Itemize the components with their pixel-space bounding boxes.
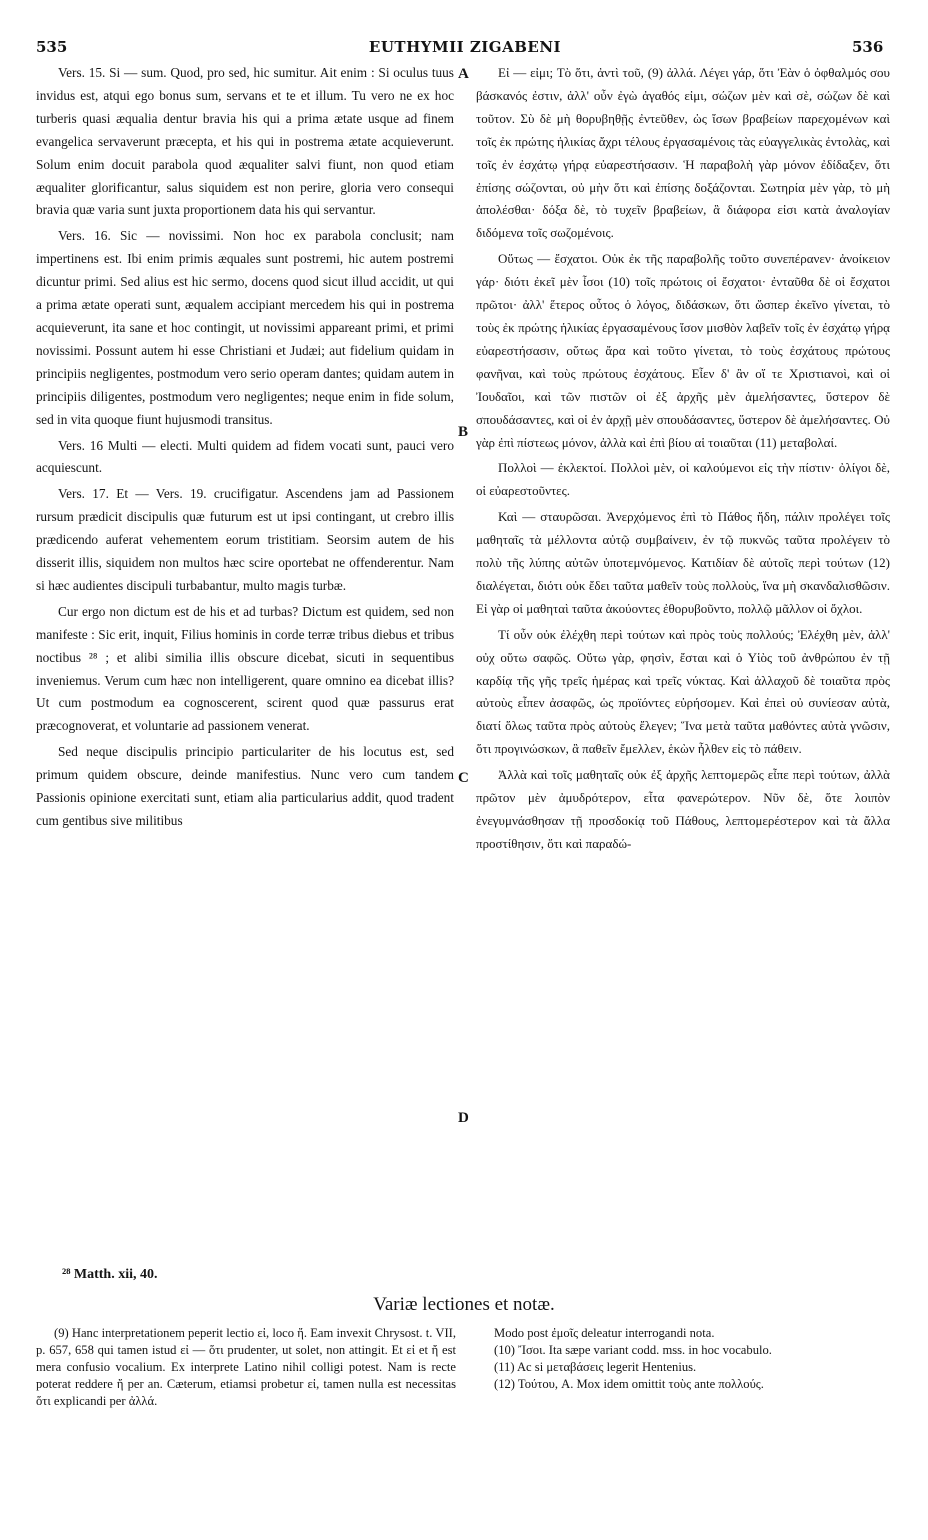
- margin-marker-d: D: [458, 1110, 469, 1126]
- margin-marker-a: A: [458, 66, 469, 82]
- note-paragraph: (9) Hanc interpretationem peperit lectio εἰ, loco ἤ. Eam invexit Chrysost. t. VII, p. 657, 658 qui tamen istud εἰ — ὅτι prudenter, ut solet, non attingit. Et εἰ et ἤ est mera confusio vocalium. Ex interprete Latino nihil colligi potest. Nam is recte poterat reddere ἤ per an. Cæterum, etiamsi probetur εἰ, tamen nulla est necessitas ὅτι explicandi per ἀλλά.: [36, 1326, 456, 1408]
- margin-marker-c: C: [458, 770, 469, 786]
- page-number-left: 535: [36, 38, 68, 56]
- latin-paragraph: Vers. 17. Et — Vers. 19. crucifigatur. Ascendens jam ad Passionem rursum prædicit discipulis quæ futurum est ut ipsi contingant, ut crebro illis prædicendo auferat vehementem eorum tristitiam. Seorsim autem de his disserit illis, siquidem non multos hæc scire oportebat ne offenderentur. Nam si hæc audientes discipuli turbabantur, multo magis turbæ.: [36, 486, 454, 593]
- margin-marker-b: B: [458, 424, 469, 440]
- greek-paragraph: Οὕτως — ἔσχατοι. Οὐκ ἐκ τῆς παραβολῆς τοῦτο συνεπέρανεν· ἀνοίκειον γάρ· διότι ἐκεῖ μὲν ἶσοι (10) τοῖς πρώτοις οἱ ἔσχατοι· ἐνταῦθα δὲ οἱ ἔσχατοι πρῶτοι· ἀλλ' ἕτερος οὗτος ὁ λόγος, διδάσκων, ὅτι ὥσπερ ἐκεῖνο γίνεται, τὸ τοὺς ἐκ πρώτης ἡλικίας ἐργασαμένους ἴσον μισθὸν λαβεῖν τοῖς ἐν ἐσχάτῳ γήρᾳ εὐαρεστήσασιν, οὕτως ἄρα καὶ τοῦτο γίνεται, τὸ τοὺς ἐσχάτους πρώτους φανῆναι, καὶ τοὺς πρώτους ἐσχάτους. Εἶεν δ' ἂν οἵ τε Χριστιανοὶ, καὶ οἱ Ἰουδαῖοι, καὶ τῶν πιστῶν οἱ ἐξ ἀρχῆς μὲν ἀμελήσαντες, ὕστερον δὲ σπουδάσαντες, καὶ οἱ ἐν ἀρχῇ μὲν σπουδάσαντες, ὕστερον δὲ ἀμελήσαντες. Οὐ γὰρ ἐπὶ πίστεως μόνον, ἀλλὰ καὶ ἐπὶ βίου αἱ τοιαῦται (11) μεταβολαί.: [476, 251, 890, 450]
- note-paragraph: (11) Ac si μεταβάσεις legerit Hentenius.: [494, 1360, 697, 1374]
- varia-title: Variæ lectiones et notæ.: [373, 1294, 555, 1315]
- running-title: EUTHYMII ZIGABENI: [368, 38, 562, 56]
- page-number-right: 536: [852, 38, 884, 56]
- latin-paragraph: Cur ergo non dictum est de his et ad turbas? Dictum est quidem, sed non manifeste : Sic erit, inquit, Filius hominis in corde terræ tribus diebus et tribus noctibus ²⁸ ; et alibi similia illis obscure dicebat, sicuti in sequentibus inveniemus. Verum cum hæc non intelligerent, quare omnino ea dicebat illis? Ut cum postmodum ea cognoscerent, scirent quod quæ passurus erat præcognoverat, et voluntarie ad passionem venerat.: [36, 603, 454, 734]
- greek-column: [476, 62, 890, 856]
- note-paragraph: (12) Τούτου, A. Mox idem omittit τοὺς ante πολλούς.: [494, 1377, 764, 1391]
- latin-paragraph: Vers. 16 Multi — electi. Multi quidem ad fidem vocati sunt, pauci vero acquiescunt.: [36, 437, 454, 476]
- latin-paragraph: Vers. 16. Sic — novissimi. Non hoc ex parabola conclusit; nam impertinens est. Ibi enim primis æquales sunt postremi, hic autem postremi dicuntur primi. Sed alius est hic sermo, docens quod sicut illud accidit, ut qui a prima ætate operati sunt, æqualem accipiant mercedem his qui in postrema acquieverunt, ita sane et hoc contingit, ut novissimi appareant primi, et primi novissimi. Possunt autem hi esse Christiani et Judæi; aut fidelium quidam in principiis negligentes, postmodum vero serio operam dantes; quidam autem in principiis diligentes, postmodum vero negligentes; neque enim in fide solum, sed in vita quoque fiunt hujusmodi transitus.: [36, 228, 454, 427]
- greek-paragraph: Καὶ — σταυρῶσαι. Ἀνερχόμενος ἐπὶ τὸ Πάθος ἤδη, πάλιν προλέγει τοῖς μαθηταῖς τὰ μέλλοντα αὐτῷ συμβαίνειν, ἐν τῷ πυκνῶς ταῦτα προλέγειν τὸ πολὺ τῆς λύπης αὐτῶν ὑποτεμνόμενος. Κατιδίαν δὲ αὐτοῖς περὶ τούτων (12) διαλέγεται, διότι οὐκ ἔδει ταῦτα μαθεῖν τοὺς πολλοὺς, ἵνα μὴ σκανδαλισθῶσιν. Εἰ γὰρ οἱ μαθηταὶ ταῦτα ἀκούοντες ἐθορυβοῦντο, πολλῷ μᾶλλον οἱ ὄχλοι.: [476, 509, 890, 616]
- greek-paragraph: Εἰ — εἰμι; Τὸ ὅτι, ἀντὶ τοῦ, (9) ἀλλά. Λέγει γάρ, ὅτι Ἐὰν ὁ ὀφθαλμός σου βάσκανός ἐστιν, ἀλλ' οὖν ἐγὼ ἀγαθός εἰμι, σώζων μὲν καὶ σὲ, σώζων δὲ καὶ τοῦτον. Σὺ δὲ μὴ θορυβηθῇς ἐντεῦθεν, ὡς ἴσων βραβείων παρεχομένων καὶ τοῖς ἐκ πρώτης ἡλικίας ἄχρι τέλους ἐργασαμένοις τὰς εὐαγγελικὰς ἐντολὰς, καὶ τοῖς ἐν ἐσχάτῳ γήρᾳ εὐαρεστήσασιν. Ἡ παραβολὴ γὰρ μόνον ἐδίδαξεν, ὅτι ἐπίσης σώζονται, οὐ μὴν ὅτι καὶ ἐπίσης δοξάζονται. Σωτηρία μὲν γὰρ, τὸ μὴ ἀπολέσθαι· δόξα δὲ, τὸ τυχεῖν βραβείων, ἃ διάφορα εἰσι κατὰ ἀναλογίαν διδόμενα τοῖς σωζομένοις.: [476, 65, 890, 241]
- latin-column: [36, 62, 454, 833]
- greek-paragraph: Ἀλλὰ καὶ τοῖς μαθηταῖς οὐκ ἐξ ἀρχῆς λεπτομερῶς εἶπε περὶ τούτων, ἀλλὰ πρῶτον μὲν ἀμυδρότερον, εἶτα φανερώτερον. Νῦν δὲ, ὅτε λοιπὸν ἐνεγυμνάσθησαν τῇ προσδοκίᾳ τοῦ Πάθους, λεπτομερέστερον καὶ τὰ ἄλλα προστίθησιν, ὅτι καὶ παραδώ-: [476, 767, 890, 851]
- greek-paragraph: Τί οὖν οὐκ ἐλέχθη περὶ τούτων καὶ πρὸς τοὺς πολλούς; Ἐλέχθη μὲν, ἀλλ' οὐχ οὕτω σαφῶς. Οὕτω γὰρ, φησὶν, ἔσται καὶ ὁ Υἱὸς τοῦ ἀνθρώπου ἐν τῇ καρδίᾳ τῆς γῆς τρεῖς ἡμέρας καὶ τρεῖς νύκτας. Καὶ ἀλλαχοῦ δὲ τοιαῦτα πρὸς αὐτοὺς εἶπεν ἀσαφῶς, ὡς προϊόντες εὑρήσομεν. Καὶ ἐπεὶ οὐ συνίεσαν αὐτὰ, διατί ὅλως ταῦτα πρὸς αὐτοὺς ἔλεγεν; Ἵνα μετὰ ταῦτα μαθόντες αὐτὰ γνῶσιν, ὅτι προγινώσκων, ἃ παθεῖν ἔμελλεν, ἑκὼν ἦλθεν εἰς τὸ πάθειν.: [476, 626, 890, 757]
- notes-left-column: [36, 1325, 456, 1410]
- greek-paragraph: Πολλοὶ — ἐκλεκτοί. Πολλοὶ μὲν, οἱ καλούμενοι εἰς τὴν πίστιν· ὀλίγοι δὲ, οἱ εὐαρεστοῦντες.: [476, 460, 890, 499]
- footnote: ²⁸ Matth. xii, 40.: [62, 1267, 158, 1282]
- notes-right-column: [476, 1325, 890, 1393]
- note-paragraph: (10) Ἴσοι. Ita sæpe variant codd. mss. in hoc vocabulo.: [494, 1343, 772, 1357]
- latin-paragraph: Vers. 15. Si — sum. Quod, pro sed, hic sumitur. Ait enim : Si oculus tuus invidus est, atqui ego bonus sum, servans et te et illum. Tu vero ne ex hoc turberis quasi æqualia dentur bravia his qui a prima ætate usque ad finem evangelica servaverunt præcepta, et his qui in postrema ætate acquieverunt. Solum enim docuit parabola quod æqualiter salvi fiunt, non quod etiam æqualiter glorificantur, salus siquidem est non perire, gloria vero consequi bravia quæ varia sunt juxta proportionem data his qui servantur.: [36, 65, 454, 218]
- note-paragraph: Modo post ἐμοῖς deleatur interrogandi nota.: [494, 1326, 715, 1340]
- latin-paragraph: Sed neque discipulis principio particulariter de his locutus est, sed primum quidem obscure, deinde manifestius. Nunc vero cum tandem Passionis opinione exercitati sunt, etiam alia particularius addit, quod tradent cum gentibus sive militibus: [36, 744, 454, 828]
